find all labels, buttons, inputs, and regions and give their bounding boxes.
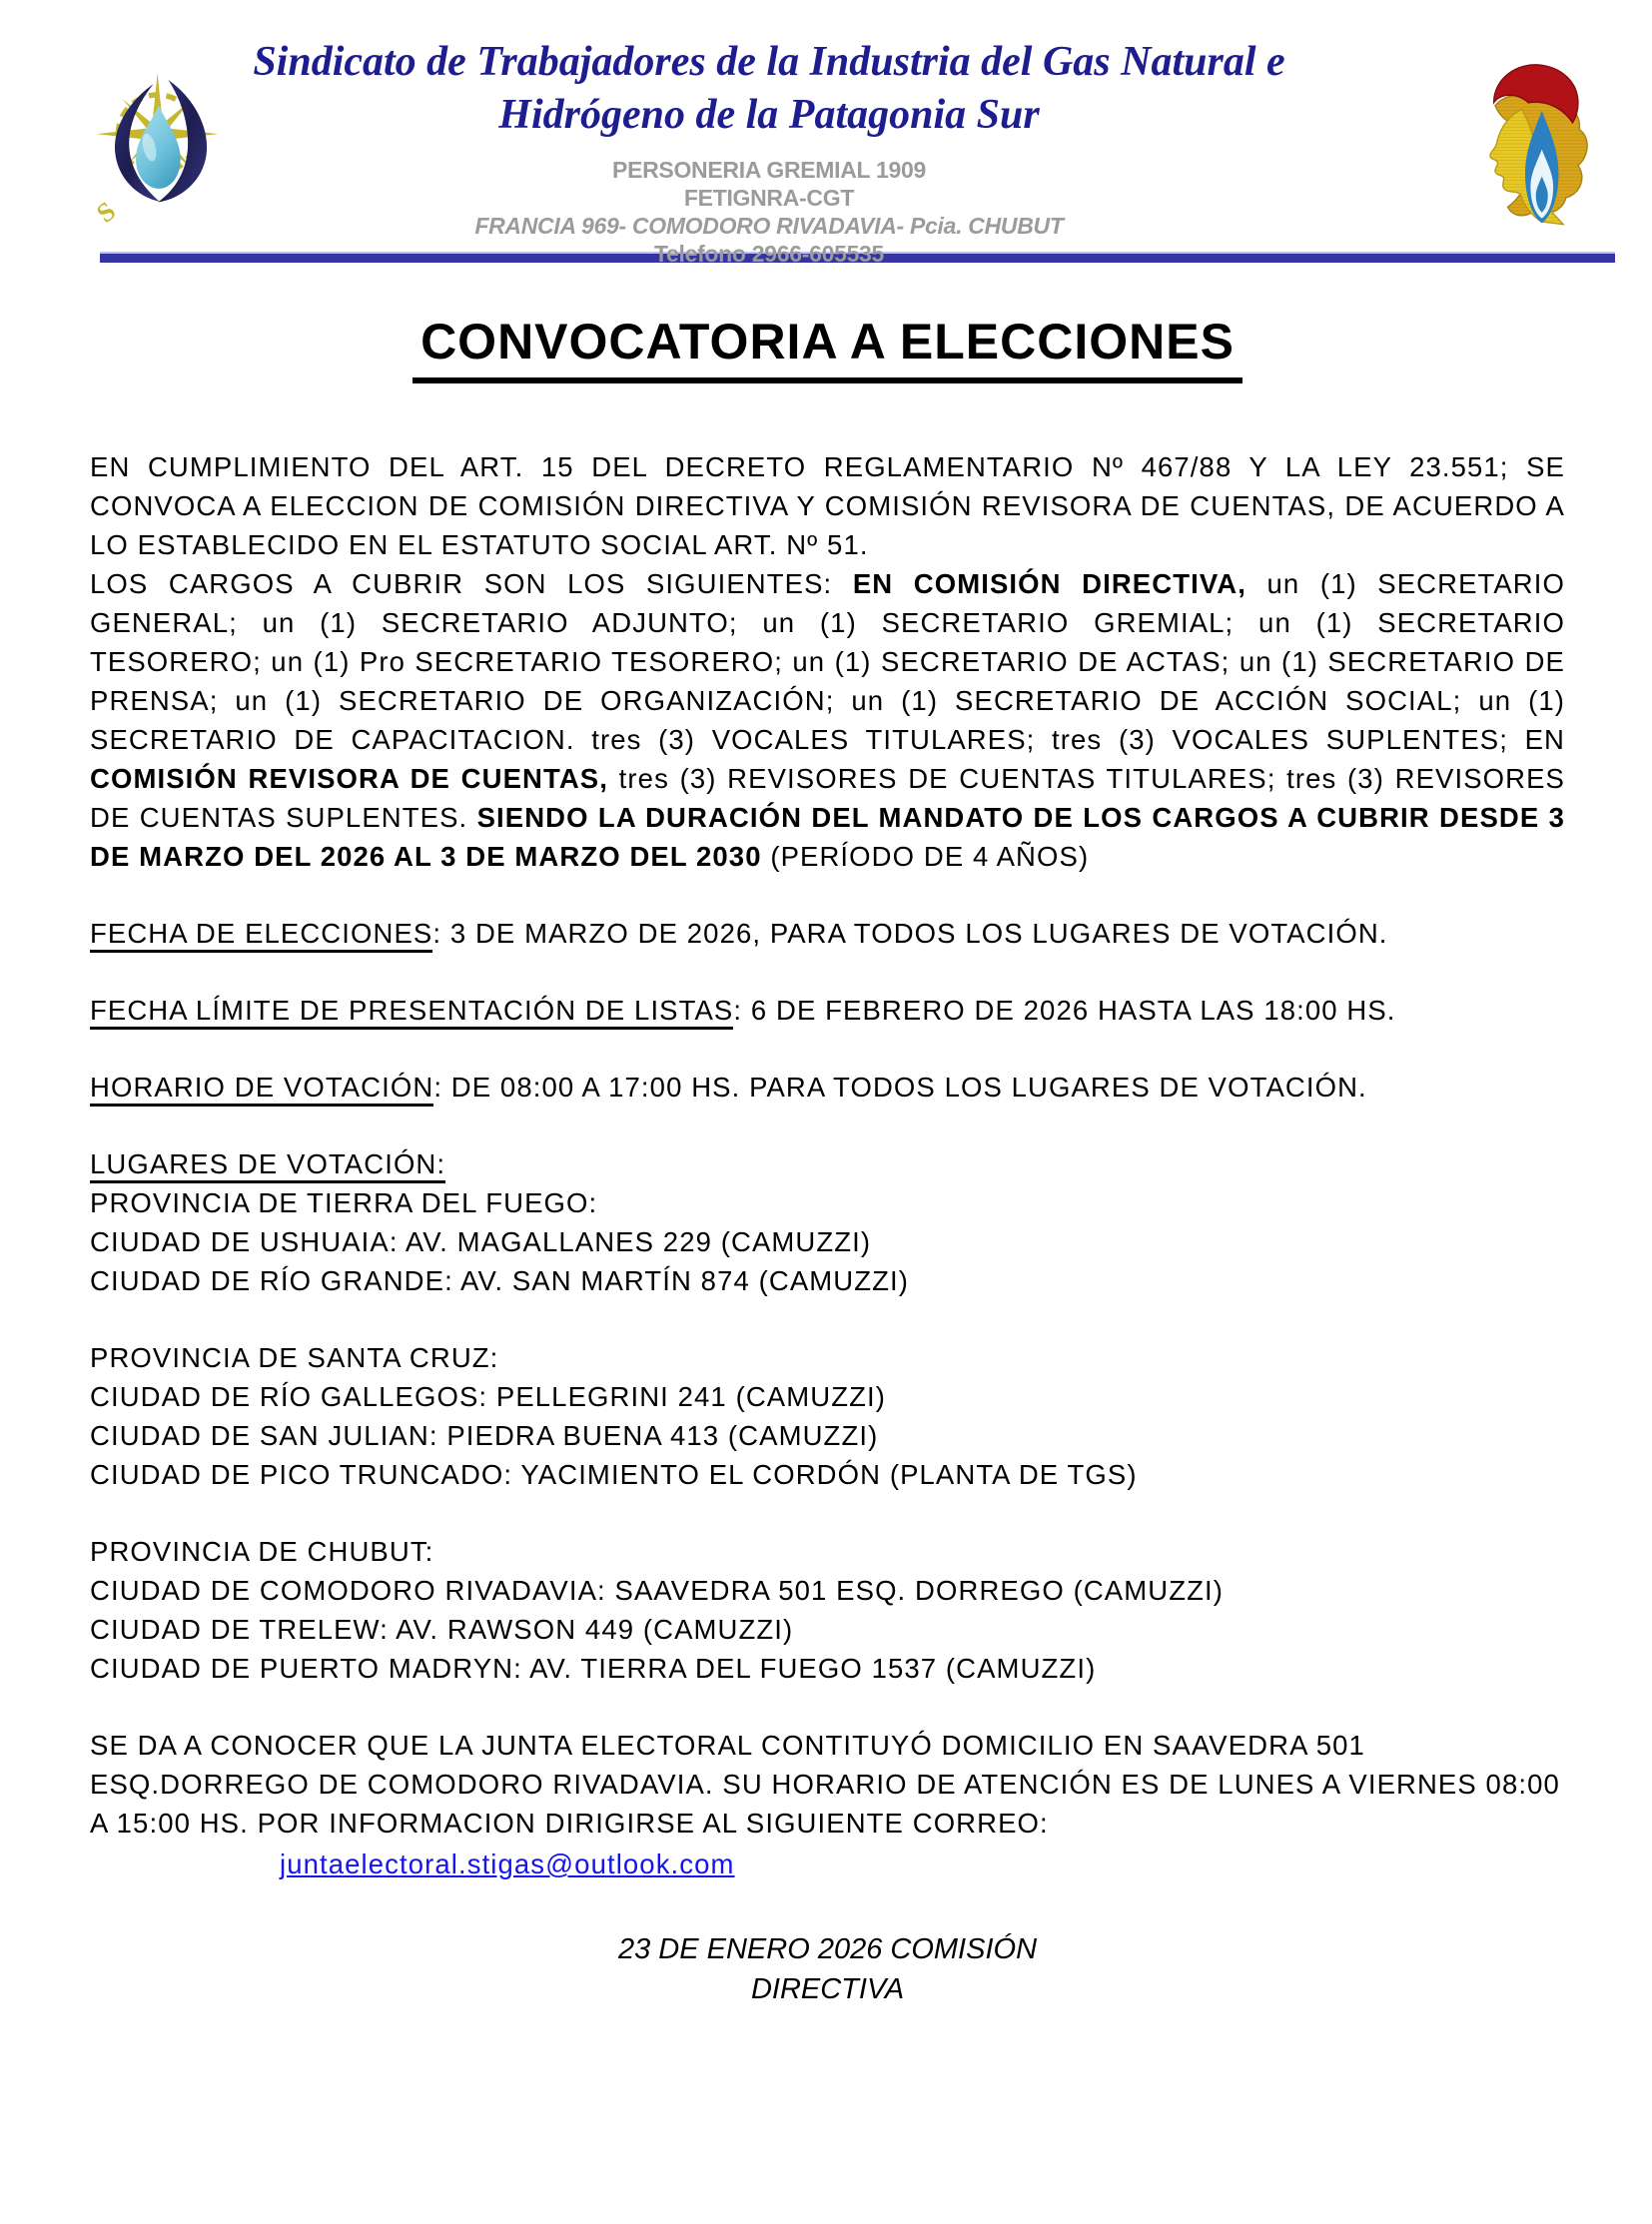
province-tierra-del-fuego — [90, 1183, 1565, 1300]
city-line: CIUDAD DE COMODORO RIVADAVIA: SAAVEDRA 501 ESQ. DORREGO (CAMUZZI) — [90, 1575, 1224, 1606]
horario-votacion-text: : DE 08:00 A 17:00 HS. PARA TODOS LOS LUGARES DE VOTACIÓN. — [433, 1072, 1367, 1103]
org-name-line2: Hidrógeno de la Patagonia Sur — [498, 92, 1040, 138]
liberty-head-flame-logo — [1456, 52, 1590, 238]
city-line: CIUDAD DE SAN JULIAN: PIEDRA BUENA 413 (CAMUZZI) — [90, 1420, 879, 1451]
liberty-head-flame-icon — [1456, 52, 1590, 238]
org-name-line1: Sindicato de Trabajadores de la Industria del Gas Natural e — [253, 39, 1285, 85]
lugares-label-line — [90, 1144, 1565, 1183]
province-name: PROVINCIA DE CHUBUT: — [90, 1536, 434, 1567]
city-line: CIUDAD DE RÍO GRANDE: AV. SAN MARTÍN 874 (CAMUZZI) — [90, 1265, 910, 1296]
letterhead-center — [190, 36, 1348, 268]
cargos-paragraph — [90, 564, 1565, 876]
cargos-seg1: LOS CARGOS A CUBRIR SON LOS SIGUIENTES: — [90, 568, 853, 599]
document-title: CONVOCATORIA A ELECCIONES — [413, 313, 1242, 383]
lugares-votacion — [90, 1144, 1565, 1688]
cargos-seg3: un (1) SECRETARIO GENERAL; un (1) SECRETARIO ADJUNTO; un (1) SECRETARIO GREMIAL; un (1) SECRETARIO TESORERO; un (1) Pro SECRETARIO TESORERO; un (1) SECRETARIO DE ACTAS; un (1) SECRETARIO DE PRENSA; un (1) SECRETARIO DE ORGANIZACIÓN; un (1) SECRETARIO DE ACCIÓN SOCIAL; un (1) SECRETARIO DE CAPACITACION. tres (3) VOCALES TITULARES; tres (3) VOCALES SUPLENTES; EN — [90, 568, 1566, 755]
address-line: FRANCIA 969- COMODORO RIVADAVIA- Pcia. CHUBUT — [474, 213, 1064, 239]
province-santa-cruz — [90, 1338, 1565, 1494]
city-line: CIUDAD DE TRELEW: AV. RAWSON 449 (CAMUZZI) — [90, 1614, 794, 1645]
city-line: CIUDAD DE PUERTO MADRYN: AV. TIERRA DEL FUEGO 1537 (CAMUZZI) — [90, 1653, 1097, 1684]
cargos-comision-directiva: EN COMISIÓN DIRECTIVA, — [852, 568, 1246, 599]
horario-votacion — [90, 1068, 1565, 1107]
city-line: CIUDAD DE RÍO GALLEGOS: PELLEGRINI 241 (CAMUZZI) — [90, 1381, 886, 1412]
cargos-mandato: SIENDO LA DURACIÓN DEL MANDATO DE LOS CARGOS A CUBRIR DESDE 3 DE MARZO DEL 2026 AL 3 DE MARZO DEL 2030 — [90, 802, 1565, 872]
fecha-elecciones — [90, 914, 1565, 953]
province-name: PROVINCIA DE TIERRA DEL FUEGO: — [90, 1187, 598, 1218]
province-name: PROVINCIA DE SANTA CRUZ: — [90, 1342, 499, 1373]
footer-line1: 23 DE ENERO 2026 COMISIÓN — [617, 1933, 1038, 1965]
fecha-elecciones-text: : 3 DE MARZO DE 2026, PARA TODOS LOS LUGARES DE VOTACIÓN. — [432, 918, 1388, 949]
email-link[interactable]: juntaelectoral.stigas@outlook.com — [280, 1849, 735, 1879]
org-details — [190, 156, 1348, 268]
cargos-periodo: (PERÍODO DE 4 AÑOS) — [761, 841, 1090, 872]
federation-line: FETIGNRA-CGT — [683, 185, 855, 211]
city-line: CIUDAD DE USHUAIA: AV. MAGALLANES 229 (CAMUZZI) — [90, 1226, 872, 1257]
fecha-limite — [90, 991, 1565, 1030]
horario-votacion-label: HORARIO DE VOTACIÓN — [90, 1072, 433, 1107]
footer-signature — [90, 1929, 1565, 2009]
city-line: CIUDAD DE PICO TRUNCADO: YACIMIENTO EL CORDÓN (PLANTA DE TGS) — [90, 1459, 1138, 1490]
junta-electoral-paragraph: SE DA A CONOCER QUE LA JUNTA ELECTORAL CONTITUYÓ DOMICILIO EN SAAVEDRA 501 ESQ.DORREGO DE COMODORO RIVADAVIA. SU HORARIO DE ATENCIÓN ES DE LUNES A VIERNES 08:00 A 15:00 HS. POR INFORMACION DIRIGIRSE AL SIGUIENTE CORREO: — [90, 1730, 1560, 1839]
fecha-elecciones-label: FECHA DE ELECCIONES — [90, 918, 432, 953]
footer-line2: DIRECTIVA — [750, 1973, 905, 2005]
org-name — [190, 36, 1348, 142]
cargos-seg5: tres (3) REVISORES DE CUENTAS TITULARES; tres (3) REVISORES DE CUENTAS SUPLENTES. — [90, 763, 1565, 833]
svg-text:S: S — [90, 195, 122, 229]
province-chubut — [90, 1532, 1565, 1688]
fecha-limite-text: : 6 DE FEBRERO DE 2026 HASTA LAS 18:00 HS. — [733, 995, 1396, 1026]
lugares-label: LUGARES DE VOTACIÓN: — [90, 1148, 445, 1183]
cargos-comision-revisora: COMISIÓN REVISORA DE CUENTAS, — [90, 763, 608, 794]
phone-line: Telefono 2966-605535 — [653, 241, 885, 267]
document-body — [0, 313, 1652, 2009]
email-line — [90, 1845, 1565, 1883]
fecha-limite-label: FECHA LÍMITE DE PRESENTACIÓN DE LISTAS — [90, 995, 733, 1030]
personeria-line: PERSONERIA GREMIAL 1909 — [612, 157, 926, 183]
compliance-paragraph: EN CUMPLIMIENTO DEL ART. 15 DEL DECRETO REGLAMENTARIO Nº 467/88 Y LA LEY 23.551; SE CONVOCA A ELECCION DE COMISIÓN DIRECTIVA Y COMISIÓN REVISORA DE CUENTAS, DE ACUERDO A LO ESTABLECIDO EN EL ESTATUTO SOCIAL ART. Nº 51. — [90, 451, 1565, 560]
letterhead — [0, 0, 1652, 267]
